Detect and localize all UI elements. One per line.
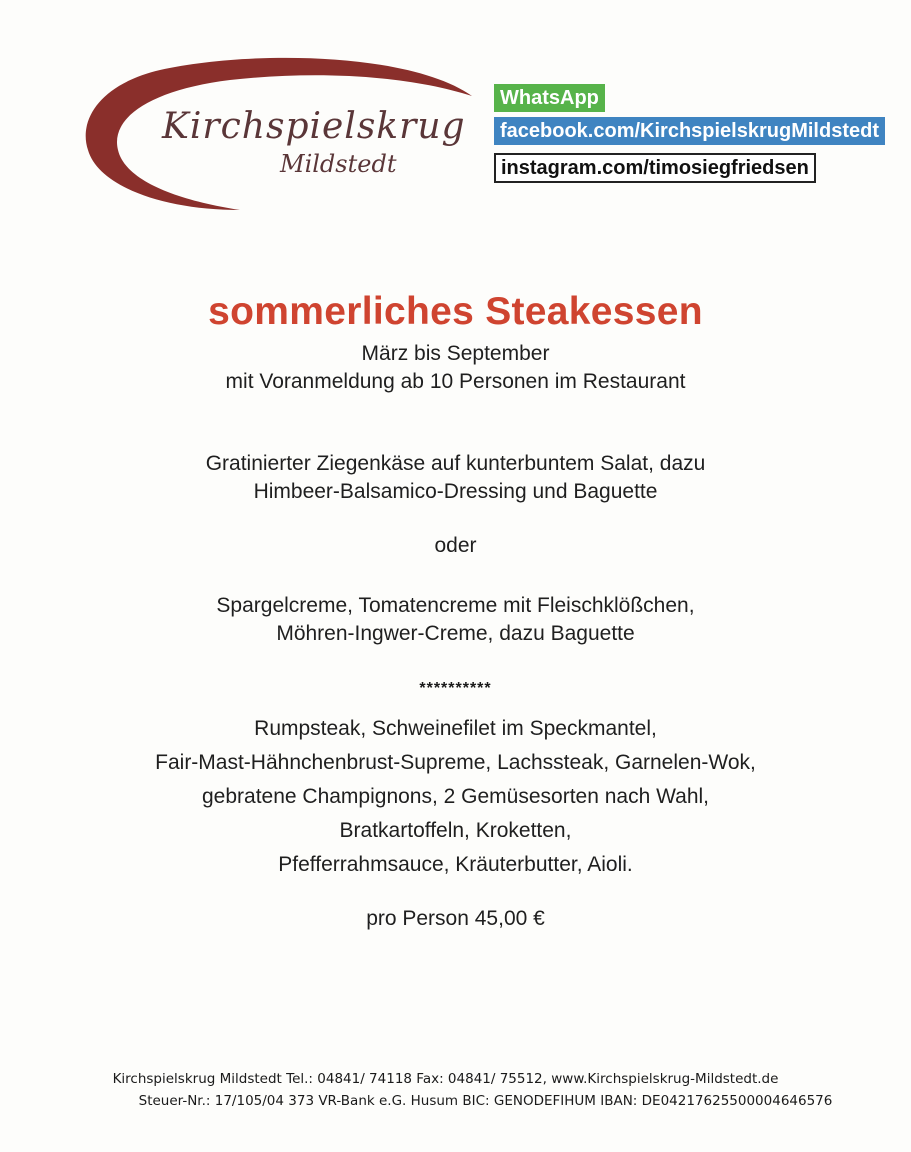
main-course	[0, 712, 911, 882]
facebook-link[interactable]: facebook.com/KirchspielskrugMildstedt	[494, 117, 885, 145]
soup-line: Spargelcreme, Tomatencreme mit Fleischklößchen,	[216, 594, 695, 617]
soup-line: Möhren-Ingwer-Creme, dazu Baguette	[276, 622, 635, 645]
main-line: Fair-Mast-Hähnchenbrust-Supreme, Lachssteak, Garnelen-Wok,	[155, 751, 756, 774]
whatsapp-badge[interactable]: WhatsApp	[494, 84, 605, 112]
price: pro Person 45,00 €	[366, 907, 545, 930]
oder-text: oder	[434, 534, 477, 557]
starter-line: Gratinierter Ziegenkäse auf kunterbuntem Salat, dazu	[205, 452, 706, 475]
main-line: Rumpsteak, Schweinefilet im Speckmantel,	[254, 717, 657, 740]
main-line: Pfefferrahmsauce, Kräuterbutter, Aioli.	[278, 853, 633, 876]
separator: **********	[419, 680, 492, 697]
main-line: gebratene Champignons, 2 Gemüsesorten nach Wahl,	[201, 785, 709, 808]
subtitle-line: März bis September	[361, 342, 550, 365]
footer-bank: Steuer-Nr.: 17/105/04 373 VR-Bank e.G. Husum BIC: GENODEFIHUM IBAN: DE04217625500004646576	[138, 1093, 833, 1109]
starter-course	[0, 450, 911, 506]
restaurant-logo	[80, 50, 480, 220]
starter-line: Himbeer-Balsamico-Dressing und Baguette	[253, 480, 658, 503]
logo-subname: Mildstedt	[280, 150, 397, 178]
instagram-link[interactable]: instagram.com/timosiegfriedsen	[494, 153, 816, 183]
logo-name: Kirchspielskrug	[162, 106, 466, 147]
menu-title: sommerliches Steakessen	[208, 290, 703, 333]
menu-subtitle	[0, 340, 911, 396]
footer-contact: Kirchspielskrug Mildstedt Tel.: 04841/ 74118 Fax: 04841/ 75512, www.Kirchspielskrug-Mildstedt.de	[112, 1071, 779, 1087]
main-line: Bratkartoffeln, Kroketten,	[339, 819, 572, 842]
subtitle-line: mit Voranmeldung ab 10 Personen im Restaurant	[225, 370, 686, 393]
soup-course	[0, 592, 911, 648]
